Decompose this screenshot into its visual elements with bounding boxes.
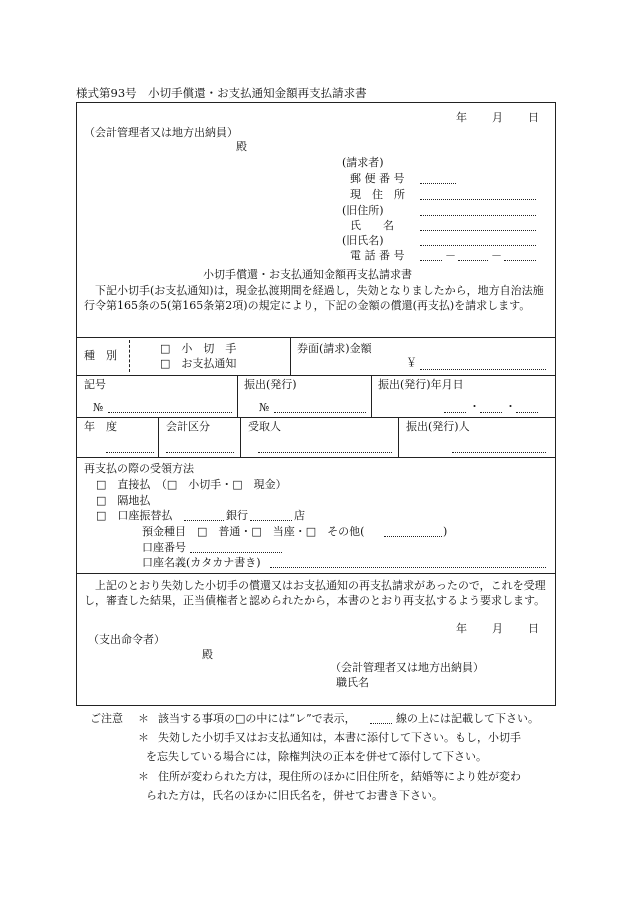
form-frame — [76, 102, 556, 706]
note3-star: ＊ — [138, 770, 149, 783]
note1-star: ＊ — [138, 712, 149, 725]
fiscal-year-label: 年 度 — [84, 420, 117, 433]
row3-divider-3 — [398, 417, 399, 457]
postal-code-label: 郵 便 番 号 — [350, 172, 405, 185]
orderer-honorific: 殿 — [202, 648, 213, 661]
kind-option-check[interactable]: □ 小 切 手 — [160, 342, 237, 355]
name-label: 氏 名 — [350, 219, 394, 232]
issue-date-label: 振出(発行)年月日 — [378, 378, 464, 391]
request-body: 下記小切手(お支払通知)は，現金払渡期間を経過し，失効となりましたから，地方自治法施行令第165条の5(第165条第2項)の規定により，下記の金額の償還(再支払)を請求します。 — [84, 284, 544, 312]
deposit-type-close: ) — [443, 525, 448, 538]
code-label: 記号 — [84, 378, 106, 391]
branch-name-field[interactable] — [250, 520, 292, 521]
request-title: 小切手償還・お支払通知金額再支払請求書 — [203, 268, 412, 281]
account-holder-label: 口座名義(カタカナ書き) — [142, 556, 261, 569]
amount-field[interactable] — [420, 369, 546, 370]
yen-mark: ￥ — [406, 356, 417, 369]
former-address-field[interactable] — [420, 215, 536, 216]
former-address-label: (旧住所) — [342, 204, 384, 217]
date-day-label: 日 — [528, 111, 539, 124]
receipt-heading: 再支払の際の受領方法 — [84, 462, 194, 475]
bank-suffix: 銀行 — [226, 509, 248, 522]
account-class-field[interactable] — [166, 452, 234, 453]
payee-label: 受取人 — [248, 420, 281, 433]
receipt-transfer-option[interactable]: □ 口座振替払 — [96, 509, 173, 522]
code-field[interactable] — [108, 412, 232, 413]
note3-line1: 住所が変わられた方は，現住所のほかに旧住所を，結婚等により姓が変わ — [158, 770, 521, 783]
phone-area-field[interactable] — [420, 260, 442, 261]
branch-suffix: 店 — [294, 509, 305, 522]
kind-option-notice[interactable]: □ お支払通知 — [160, 357, 237, 370]
issue-date-dot-1: ・ — [469, 400, 480, 413]
issuer-field[interactable] — [452, 452, 546, 453]
issue-number-field[interactable] — [274, 412, 366, 413]
table-row1-rule — [76, 375, 556, 376]
approval-day-label: 日 — [528, 622, 539, 635]
row2-divider-1 — [237, 375, 238, 417]
row3-divider-2 — [240, 417, 241, 457]
issue-year-field[interactable] — [444, 412, 466, 413]
table-row3-rule — [76, 457, 556, 458]
note1-text-b: 線の上には記載して下さい。 — [396, 712, 539, 725]
note2-star: ＊ — [138, 731, 149, 744]
account-number-label: 口座番号 — [142, 541, 186, 554]
postal-code-field[interactable] — [420, 183, 456, 184]
fiscal-year-field[interactable] — [106, 452, 154, 453]
approval-month-label: 月 — [492, 622, 503, 635]
addressee-honorific: 殿 — [236, 140, 247, 153]
current-address-label: 現 住 所 — [350, 188, 405, 201]
phone-exchange-field[interactable] — [458, 260, 488, 261]
deposit-type-options[interactable]: 預金種目 □ 普通・□ 当座・□ その他( — [142, 525, 365, 538]
phone-label: 電 話 番 号 — [350, 249, 405, 262]
approval-rule — [76, 573, 556, 574]
orderer-label: （支出命令者） — [88, 633, 165, 646]
issue-label: 振出(発行) — [244, 378, 297, 391]
accountant-label: （会計管理者又は地方出納員） — [330, 661, 484, 674]
code-no-mark: № — [93, 401, 104, 414]
note1-text-a: 該当する事項の□の中には“レ”で表示， — [158, 712, 356, 725]
name-field[interactable] — [420, 230, 536, 231]
issue-date-dot-2: ・ — [505, 400, 516, 413]
notes-label: ご注意 — [90, 712, 123, 725]
former-name-label: (旧氏名) — [342, 234, 384, 247]
issue-month-field[interactable] — [480, 412, 502, 413]
issue-day-field[interactable] — [516, 412, 538, 413]
amount-label: 券面(請求)金額 — [297, 342, 372, 355]
phone-separator-1: － — [445, 249, 456, 262]
current-address-field[interactable] — [420, 199, 536, 200]
receipt-direct-option[interactable]: □ 直接払 （□ 小切手・□ 現金） — [96, 478, 287, 491]
kind-label: 種 別 — [84, 349, 117, 362]
date-year-label: 年 — [456, 111, 467, 124]
note2-line1: 失効した小切手又はお支払通知は，本書に添付して下さい。もし，小切手 — [158, 731, 521, 744]
receipt-remote-option[interactable]: □ 隔地払 — [96, 494, 151, 507]
table-row2-rule — [76, 417, 556, 418]
account-class-label: 会計区分 — [166, 420, 210, 433]
phone-number-field[interactable] — [504, 260, 536, 261]
date-month-label: 月 — [492, 111, 503, 124]
form-title: 様式第93号 小切手償還・お支払通知金額再支払請求書 — [76, 86, 367, 100]
phone-separator-2: － — [491, 249, 502, 262]
addressee-label: （会計管理者又は地方出納員） — [84, 126, 238, 139]
approval-year-label: 年 — [456, 622, 467, 635]
issue-no-mark: № — [259, 401, 270, 414]
issuer-label: 振出(発行)人 — [406, 420, 470, 433]
former-name-field[interactable] — [420, 245, 536, 246]
table-top-rule — [76, 337, 556, 338]
official-name-label: 職氏名 — [336, 676, 369, 689]
claimant-heading: (請求者) — [342, 156, 384, 169]
row2-divider-2 — [371, 375, 372, 417]
kind-divider — [129, 340, 130, 372]
note2-line2: を忘失している場合には，除権判決の正本を併せて添付して下さい。 — [146, 750, 487, 763]
row1-divider — [290, 337, 291, 375]
note3-line2: られた方は，氏名のほかに旧氏名を，併せてお書き下さい。 — [146, 789, 443, 802]
deposit-other-field[interactable] — [384, 536, 442, 537]
row3-divider-1 — [158, 417, 159, 457]
bank-name-field[interactable] — [184, 520, 224, 521]
approval-body: 上記のとおり失効した小切手の償還又はお支払通知の再支払請求があったので，これを受理し，審査した結果，正当債権者と認められたから，本書のとおり再支払するよう要求します。 — [84, 579, 546, 607]
note1-sample-line — [370, 723, 392, 724]
account-number-field[interactable] — [190, 552, 282, 553]
account-holder-field[interactable] — [270, 567, 546, 568]
payee-field[interactable] — [258, 452, 392, 453]
